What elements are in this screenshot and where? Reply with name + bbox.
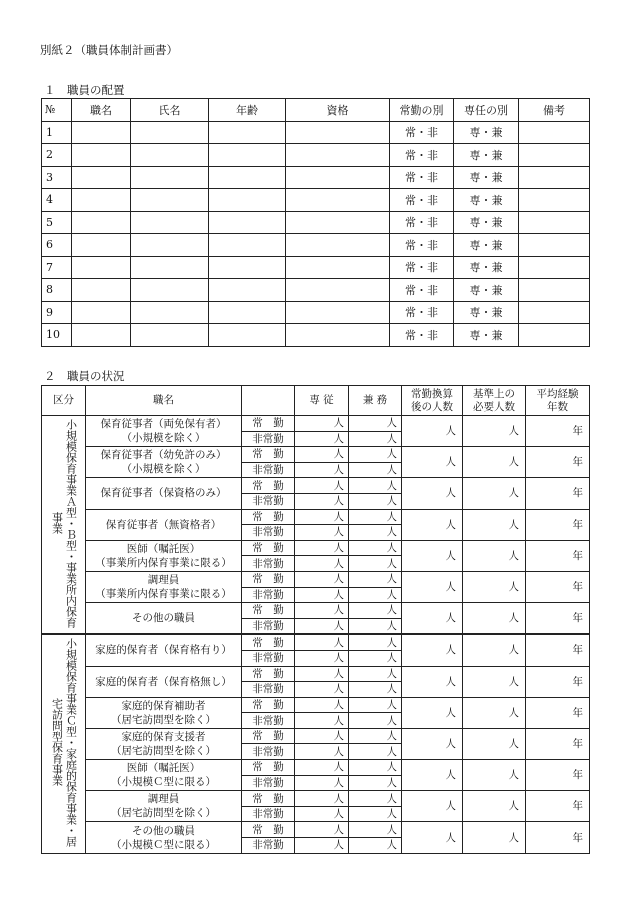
status-row: [42, 509, 590, 525]
cell-shimei: [131, 144, 209, 167]
senju-count: 人: [295, 587, 349, 603]
kenmu-count: 人: [349, 728, 402, 744]
keiken-years: 年: [526, 728, 590, 759]
kansan-count: 人: [402, 697, 463, 728]
cell-shokumei: [72, 279, 131, 302]
cell-biko: [519, 279, 590, 302]
type-jokin: 常 勤: [242, 571, 295, 587]
kansan-count: 人: [402, 634, 463, 666]
kansan-count: 人: [402, 666, 463, 697]
kansan-count: 人: [402, 509, 463, 540]
kijun-count: 人: [463, 571, 526, 602]
cell-sennin: 専・兼: [454, 121, 519, 144]
placement-row: [42, 211, 590, 234]
cell-shokumei: [72, 256, 131, 279]
cell-jokin: 常・非: [390, 301, 454, 324]
role-name: [86, 634, 242, 666]
cell-jokin: 常・非: [390, 166, 454, 189]
senju-count: 人: [295, 791, 349, 807]
senju-count: 人: [295, 634, 349, 650]
cell-shokumei: [72, 211, 131, 234]
role-name-line: （事業所内保育事業に限る）: [95, 588, 232, 601]
placement-row: [42, 301, 590, 324]
cell-jokin: 常・非: [390, 279, 454, 302]
cell-nenrei: [209, 144, 286, 167]
cell-sennin: 専・兼: [454, 256, 519, 279]
table1-header-row: [42, 99, 590, 122]
row-number: 8: [42, 279, 72, 302]
cell-shikaku: [286, 211, 390, 234]
cell-shimei: [131, 324, 209, 347]
kenmu-count: 人: [349, 682, 402, 698]
status-row: [42, 822, 590, 838]
role-name: [86, 571, 242, 602]
cell-nenrei: [209, 211, 286, 234]
row-number: 10: [42, 324, 72, 347]
keiken-years: 年: [526, 540, 590, 571]
cell-jokin: 常・非: [390, 256, 454, 279]
role-name-line: 家庭的保育補助者: [121, 699, 206, 712]
cell-nenrei: [209, 256, 286, 279]
kansan-count: 人: [402, 822, 463, 853]
senju-count: 人: [295, 838, 349, 854]
senju-count: 人: [295, 650, 349, 666]
cell-sennin: 専・兼: [454, 211, 519, 234]
keiken-years: 年: [526, 634, 590, 666]
cell-shikaku: [286, 324, 390, 347]
cell-jokin: 常・非: [390, 144, 454, 167]
kenmu-count: 人: [349, 571, 402, 587]
cell-biko: [519, 234, 590, 257]
kijun-count: 人: [463, 666, 526, 697]
header-shimei: 氏名: [131, 99, 209, 122]
senju-count: 人: [295, 822, 349, 838]
cell-nenrei: [209, 279, 286, 302]
kenmu-count: 人: [349, 509, 402, 525]
cell-biko: [519, 211, 590, 234]
cell-shikaku: [286, 121, 390, 144]
type-jokin: 常 勤: [242, 447, 295, 463]
role-name-line: 医師（嘱託医）: [126, 762, 201, 775]
cell-shokumei: [72, 324, 131, 347]
kijun-count: 人: [463, 447, 526, 478]
kenmu-count: 人: [349, 416, 402, 432]
type-hijokin: 非常勤: [242, 556, 295, 572]
type-jokin: 常 勤: [242, 603, 295, 619]
kenmu-count: 人: [349, 556, 402, 572]
role-name-line: （居宅訪問型を除く）: [111, 744, 216, 757]
placement-row: [42, 279, 590, 302]
cell-shokumei: [72, 121, 131, 144]
cell-jokin: 常・非: [390, 211, 454, 234]
kenmu-count: 人: [349, 775, 402, 791]
role-name-line: （居宅訪問型を除く）: [111, 713, 216, 726]
header-kijun: 基準上の 必要人数: [463, 386, 526, 416]
row-number: 7: [42, 256, 72, 279]
cell-nenrei: [209, 166, 286, 189]
kenmu-count: 人: [349, 462, 402, 478]
cell-shikaku: [286, 256, 390, 279]
section1-title: １ 職員の配置: [44, 83, 125, 97]
cell-shikaku: [286, 234, 390, 257]
cell-shokumei: [72, 166, 131, 189]
kijun-count: 人: [463, 697, 526, 728]
type-hijokin: 非常勤: [242, 775, 295, 791]
row-number: 2: [42, 144, 72, 167]
header-biko: 備考: [519, 99, 590, 122]
row-number: 5: [42, 211, 72, 234]
header-no: №: [42, 99, 72, 122]
type-jokin: 常 勤: [242, 416, 295, 432]
cell-biko: [519, 301, 590, 324]
cell-sennin: 専・兼: [454, 144, 519, 167]
document-title: 別紙２（職員体制計画書）: [40, 43, 178, 57]
keiken-years: 年: [526, 697, 590, 728]
role-name: [86, 728, 242, 759]
cell-shikaku: [286, 279, 390, 302]
placement-row: [42, 144, 590, 167]
keiken-years: 年: [526, 447, 590, 478]
kenmu-count: 人: [349, 744, 402, 760]
kijun-count: 人: [463, 760, 526, 791]
cell-sennin: 専・兼: [454, 234, 519, 257]
role-name: [86, 478, 242, 509]
cell-jokin: 常・非: [390, 189, 454, 212]
cell-sennin: 専・兼: [454, 166, 519, 189]
type-hijokin: 非常勤: [242, 806, 295, 822]
cell-biko: [519, 256, 590, 279]
kenmu-count: 人: [349, 760, 402, 776]
role-name-line: 調理員: [147, 574, 180, 587]
senju-count: 人: [295, 760, 349, 776]
row-number: 9: [42, 301, 72, 324]
kenmu-count: 人: [349, 540, 402, 556]
placement-row: [42, 189, 590, 212]
role-name-line: 家庭的保育者（保育格無し）: [95, 675, 232, 688]
type-hijokin: 非常勤: [242, 650, 295, 666]
senju-count: 人: [295, 744, 349, 760]
placement-row: [42, 121, 590, 144]
cell-shokumei: [72, 301, 131, 324]
header-shikaku: 資格: [286, 99, 390, 122]
header-keiken: 平均経験 年数: [526, 386, 590, 416]
type-hijokin: 非常勤: [242, 682, 295, 698]
row-number: 6: [42, 234, 72, 257]
status-row: [42, 540, 590, 556]
role-name-line: 保育従事者（無資格者）: [105, 518, 222, 531]
kenmu-count: 人: [349, 431, 402, 447]
senju-count: 人: [295, 775, 349, 791]
placement-row: [42, 256, 590, 279]
type-jokin: 常 勤: [242, 666, 295, 682]
kenmu-count: 人: [349, 478, 402, 494]
senju-count: 人: [295, 509, 349, 525]
type-hijokin: 非常勤: [242, 462, 295, 478]
cell-shikaku: [286, 301, 390, 324]
kenmu-count: 人: [349, 603, 402, 619]
kansan-count: 人: [402, 416, 463, 447]
type-jokin: 常 勤: [242, 634, 295, 650]
senju-count: 人: [295, 682, 349, 698]
cell-shimei: [131, 121, 209, 144]
cell-jokin: 常・非: [390, 121, 454, 144]
group-label-cell: [42, 634, 86, 853]
staff-status-table: [41, 385, 590, 854]
status-row: [42, 603, 590, 619]
status-row: [42, 634, 590, 650]
cell-sennin: 専・兼: [454, 279, 519, 302]
senju-count: 人: [295, 697, 349, 713]
kenmu-count: 人: [349, 634, 402, 650]
cell-nenrei: [209, 189, 286, 212]
kansan-count: 人: [402, 760, 463, 791]
cell-shimei: [131, 166, 209, 189]
kenmu-count: 人: [349, 650, 402, 666]
kijun-count: 人: [463, 728, 526, 759]
header-shokumei: 職名: [72, 99, 131, 122]
group-label-cell: [42, 416, 86, 635]
kenmu-count: 人: [349, 822, 402, 838]
cell-nenrei: [209, 301, 286, 324]
type-hijokin: 非常勤: [242, 587, 295, 603]
type-jokin: 常 勤: [242, 728, 295, 744]
role-name-line: （居宅訪問型を除く）: [111, 807, 216, 820]
cell-shokumei: [72, 234, 131, 257]
role-name-line: 保育従事者（幼免許のみ）: [100, 449, 227, 462]
role-name: [86, 540, 242, 571]
type-jokin: 常 勤: [242, 509, 295, 525]
status-row: [42, 416, 590, 432]
cell-biko: [519, 324, 590, 347]
role-name-line: 保育従事者（保資格のみ）: [100, 487, 227, 500]
senju-count: 人: [295, 447, 349, 463]
group-label: 小規模保育事業Ａ型・Ｂ型・事業所内保育事業: [50, 418, 78, 628]
section2-title: ２ 職員の状況: [44, 369, 125, 383]
cell-jokin: 常・非: [390, 324, 454, 347]
kansan-count: 人: [402, 603, 463, 635]
cell-biko: [519, 166, 590, 189]
cell-shimei: [131, 256, 209, 279]
status-row: [42, 760, 590, 776]
kijun-count: 人: [463, 603, 526, 635]
keiken-years: 年: [526, 791, 590, 822]
kijun-count: 人: [463, 478, 526, 509]
row-number: 3: [42, 166, 72, 189]
kenmu-count: 人: [349, 697, 402, 713]
senju-count: 人: [295, 618, 349, 634]
role-name-line: その他の職員: [132, 824, 195, 837]
header-sennin: 専任の別: [454, 99, 519, 122]
kenmu-count: 人: [349, 525, 402, 541]
header-kubun: 区分: [42, 386, 86, 416]
cell-shokumei: [72, 144, 131, 167]
kansan-count: 人: [402, 447, 463, 478]
cell-biko: [519, 121, 590, 144]
cell-shikaku: [286, 166, 390, 189]
type-jokin: 常 勤: [242, 822, 295, 838]
table2-header-row: [42, 386, 590, 416]
cell-biko: [519, 144, 590, 167]
role-name: [86, 666, 242, 697]
cell-sennin: 専・兼: [454, 301, 519, 324]
type-jokin: 常 勤: [242, 791, 295, 807]
cell-nenrei: [209, 324, 286, 347]
role-name: [86, 822, 242, 853]
cell-shimei: [131, 211, 209, 234]
cell-nenrei: [209, 121, 286, 144]
keiken-years: 年: [526, 416, 590, 447]
kijun-count: 人: [463, 509, 526, 540]
header-kansan: 常勤換算 後の人数: [402, 386, 463, 416]
kenmu-count: 人: [349, 791, 402, 807]
type-jokin: 常 勤: [242, 697, 295, 713]
status-row: [42, 447, 590, 463]
role-name: [86, 447, 242, 478]
status-row: [42, 666, 590, 682]
senju-count: 人: [295, 540, 349, 556]
status-row: [42, 697, 590, 713]
senju-count: 人: [295, 728, 349, 744]
kijun-count: 人: [463, 416, 526, 447]
cell-shokumei: [72, 189, 131, 212]
kenmu-count: 人: [349, 806, 402, 822]
kijun-count: 人: [463, 791, 526, 822]
senju-count: 人: [295, 416, 349, 432]
staff-placement-table: [41, 98, 590, 347]
kenmu-count: 人: [349, 666, 402, 682]
kijun-count: 人: [463, 634, 526, 666]
kijun-count: 人: [463, 540, 526, 571]
role-name: [86, 509, 242, 540]
header-blank: [242, 386, 295, 416]
kansan-count: 人: [402, 571, 463, 602]
cell-nenrei: [209, 234, 286, 257]
role-name: [86, 416, 242, 447]
keiken-years: 年: [526, 666, 590, 697]
status-row: [42, 728, 590, 744]
header-shokumei2: 職名: [86, 386, 242, 416]
cell-shikaku: [286, 144, 390, 167]
status-row: [42, 478, 590, 494]
type-hijokin: 非常勤: [242, 838, 295, 854]
keiken-years: 年: [526, 478, 590, 509]
cell-biko: [519, 189, 590, 212]
cell-shimei: [131, 301, 209, 324]
kijun-count: 人: [463, 822, 526, 853]
kenmu-count: 人: [349, 587, 402, 603]
row-number: 4: [42, 189, 72, 212]
role-name: [86, 603, 242, 635]
status-row: [42, 791, 590, 807]
senju-count: 人: [295, 462, 349, 478]
type-hijokin: 非常勤: [242, 493, 295, 509]
type-jokin: 常 勤: [242, 540, 295, 556]
role-name-line: （小規模Ｃ型に限る）: [111, 838, 216, 851]
keiken-years: 年: [526, 571, 590, 602]
kenmu-count: 人: [349, 713, 402, 729]
group-label: 小規模保育事業Ｃ型・家庭的保育事業・居宅訪問型保育事業: [50, 637, 78, 847]
type-jokin: 常 勤: [242, 478, 295, 494]
type-hijokin: 非常勤: [242, 744, 295, 760]
type-hijokin: 非常勤: [242, 618, 295, 634]
keiken-years: 年: [526, 822, 590, 853]
role-name-line: 医師（嘱託医）: [126, 542, 201, 555]
role-name-line: その他の職員: [132, 612, 195, 625]
kansan-count: 人: [402, 540, 463, 571]
kansan-count: 人: [402, 728, 463, 759]
senju-count: 人: [295, 478, 349, 494]
role-name-line: （小規模を除く）: [121, 463, 206, 476]
cell-shikaku: [286, 189, 390, 212]
senju-count: 人: [295, 603, 349, 619]
senju-count: 人: [295, 556, 349, 572]
role-name-line: （小規模を除く）: [121, 432, 206, 445]
kansan-count: 人: [402, 791, 463, 822]
role-name-line: 保育従事者（両免保有者）: [100, 418, 227, 431]
keiken-years: 年: [526, 509, 590, 540]
keiken-years: 年: [526, 760, 590, 791]
cell-sennin: 専・兼: [454, 324, 519, 347]
role-name-line: 家庭的保育者（保育格有り）: [95, 644, 232, 657]
header-kenmu: 兼 務: [349, 386, 402, 416]
keiken-years: 年: [526, 603, 590, 635]
role-name-line: （事業所内保育事業に限る）: [95, 556, 232, 569]
kenmu-count: 人: [349, 447, 402, 463]
placement-row: [42, 234, 590, 257]
role-name-line: （小規模Ｃ型に限る）: [111, 776, 216, 789]
role-name: [86, 697, 242, 728]
type-hijokin: 非常勤: [242, 525, 295, 541]
placement-row: [42, 166, 590, 189]
type-hijokin: 非常勤: [242, 431, 295, 447]
header-jokin: 常勤の別: [390, 99, 454, 122]
senju-count: 人: [295, 431, 349, 447]
role-name: [86, 760, 242, 791]
role-name: [86, 791, 242, 822]
status-row: [42, 571, 590, 587]
cell-sennin: 専・兼: [454, 189, 519, 212]
placement-row: [42, 324, 590, 347]
header-nenrei: 年齢: [209, 99, 286, 122]
kenmu-count: 人: [349, 493, 402, 509]
senju-count: 人: [295, 571, 349, 587]
type-hijokin: 非常勤: [242, 713, 295, 729]
senju-count: 人: [295, 713, 349, 729]
role-name-line: 家庭的保育支援者: [121, 730, 206, 743]
type-jokin: 常 勤: [242, 760, 295, 776]
senju-count: 人: [295, 493, 349, 509]
senju-count: 人: [295, 806, 349, 822]
kenmu-count: 人: [349, 838, 402, 854]
kansan-count: 人: [402, 478, 463, 509]
cell-shimei: [131, 189, 209, 212]
role-name-line: 調理員: [147, 793, 180, 806]
kenmu-count: 人: [349, 618, 402, 634]
cell-shimei: [131, 234, 209, 257]
header-senju: 専 従: [295, 386, 349, 416]
cell-shimei: [131, 279, 209, 302]
senju-count: 人: [295, 666, 349, 682]
senju-count: 人: [295, 525, 349, 541]
cell-jokin: 常・非: [390, 234, 454, 257]
row-number: 1: [42, 121, 72, 144]
